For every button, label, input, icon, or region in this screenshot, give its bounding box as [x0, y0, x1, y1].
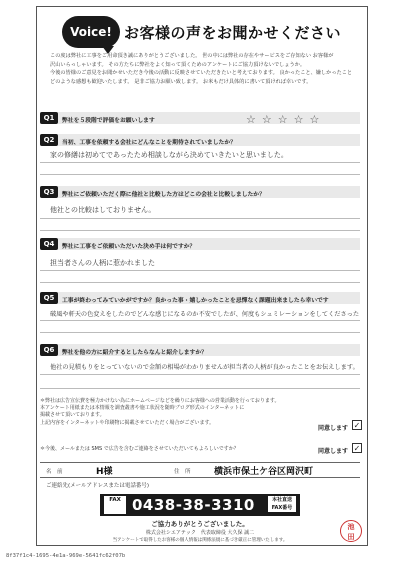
- name-seal-stamp: [340, 520, 362, 542]
- q2-question: 当初、工事を依頼する会社にどんなことを期待されていましたか？: [62, 140, 236, 146]
- stamp-char-2: 田: [347, 533, 355, 541]
- q5-question: 工事が終わってみていかがですか？良かった事・嬉しかったことを忌憚なく課題出来ましたら幸いです: [62, 298, 329, 304]
- voice-badge: [62, 16, 120, 48]
- q6-question: 弊社を他の方に紹介するとしたらなんと紹介しますか？: [62, 350, 207, 356]
- fax-side-line-1: 本社直送: [271, 497, 292, 503]
- address-label: 住 所: [174, 469, 191, 475]
- agree-checkbox-2[interactable]: ✓: [353, 444, 361, 453]
- intro-line-1: この度は弊社に工事をご用命頂き誠にありがとうございました。 世の中には弊社の存在やサービスをご存知ない お客様が: [50, 53, 334, 59]
- q3-question: 弊社にご依頼いただく際に他社と比較した方はどこの会社と比較しましたか？: [62, 192, 265, 198]
- fax-bar: [100, 494, 300, 516]
- q3-tag: Q3: [40, 186, 58, 198]
- note-line-3: 掲載させて頂いております。: [40, 412, 105, 419]
- note-line-4: 上記内容をインターネットや印刷物に掲載させていただく場合がございます。: [40, 419, 215, 426]
- intro-line-2: 沢山いらっしゃいます。 その方たちに弊社をよく知って頂くためのアンケートにご協力頂けないでしょうか。: [50, 61, 306, 68]
- note-line-2: 本アンケート用紙または本情報を調査叢書や施工状況を随時ブログ形式のインターネットに: [40, 405, 245, 412]
- agree-label-2: 同意します: [318, 448, 349, 455]
- answer-line: [40, 282, 360, 283]
- q2-answer[interactable]: 家の修繕は初めてであったため相談しながら決めていきたいと思いました。: [50, 151, 288, 159]
- answer-line: [40, 174, 360, 175]
- fax-side-line-2: FAX番号: [271, 505, 293, 511]
- answer-line: [40, 230, 360, 231]
- q5-answer[interactable]: 破風や軒天の色変えをしたのでどんな感じになるのか不安でしたが、何度もシュミレーションをしてくださった: [50, 311, 359, 318]
- intro-line-4: どのような感想も歓迎いたします。 是非ご協力お願い致します。 お米もだけ具体的に書いて頂ければ幸いです。: [50, 78, 312, 85]
- stamp-char-1: 池: [347, 523, 355, 531]
- voice-badge-label: Voice!: [70, 25, 112, 39]
- q1-question: 弊社を５段階で評価をお願いします: [62, 118, 155, 124]
- document-id: 8f37f1c4-1695-4e1a-969e-5641fc62f07b: [6, 553, 126, 559]
- agree-checkbox-1[interactable]: ✓: [353, 421, 361, 430]
- q5-tag: Q5: [40, 292, 58, 304]
- agree-label-1: 同意します: [318, 425, 349, 432]
- note-line-1: ＊弊社は広告宣伝費を極力かけない為にホームページなどを繰りにお客様への営業活動を行っております。: [40, 398, 280, 404]
- contact-note: ＊今後、メールまたは SMS で広告を含むご連絡をさせていただいてもよろしいですか？: [40, 446, 239, 452]
- fax-icon-label: FAX: [109, 497, 121, 503]
- answer-line: [40, 162, 360, 163]
- customer-info-row: [40, 462, 360, 478]
- q4-question: 弊社に工事をご依頼いただいた決め手は何ですか？: [62, 244, 196, 250]
- answer-line: [40, 320, 360, 321]
- name-label: 名 前: [46, 469, 63, 475]
- q2-tag: Q2: [40, 134, 58, 146]
- fax-side-label: [268, 496, 296, 512]
- q4-answer[interactable]: 担当者さんの人柄に惹かれました: [50, 259, 155, 267]
- answer-line: [40, 332, 360, 333]
- contact-label: ご連絡先(メールアドレスまたは電話番号): [46, 483, 150, 489]
- intro-text: [50, 52, 360, 86]
- thanks-text: ご協力ありがとうございました。: [151, 520, 249, 528]
- q1-tag: Q1: [40, 112, 58, 124]
- q6-answer[interactable]: 他社の見積もりをとっていないので金額の相場がわかりませんが担当者の人柄が良かったことをお伝えします。: [50, 364, 359, 371]
- q4-tag: Q4: [40, 238, 58, 250]
- privacy-text: 当アンケートで取得したお客様の個人情報は関係法規に基づき厳正に管理いたします。: [112, 538, 288, 543]
- fax-number: 0438-38-3310: [132, 496, 255, 514]
- page-title: お客様の声をお聞かせください: [124, 24, 342, 42]
- q6-tag: Q6: [40, 344, 58, 356]
- answer-line: [40, 270, 360, 271]
- rating-stars[interactable]: ☆☆☆☆☆: [246, 113, 326, 126]
- q3-answer[interactable]: 他社との比較はしておりません。: [50, 206, 156, 214]
- answer-line: [40, 218, 360, 219]
- company-text: 株式会社シエアテック 代表取締役 大久保 誠二: [145, 530, 255, 536]
- permission-note: [40, 398, 310, 427]
- customer-address[interactable]: 横浜市保土ケ谷区岡沢町: [214, 467, 314, 477]
- answer-line: [40, 388, 360, 389]
- answer-line: [40, 374, 360, 375]
- intro-line-3: 今後の皆様のご意見をお聞かせいただき今後の活動に反映させていただきたいと考えております。 良かったこと、嫌しかったこと: [50, 70, 353, 76]
- customer-name[interactable]: H様: [96, 467, 113, 477]
- fax-icon: [104, 496, 126, 514]
